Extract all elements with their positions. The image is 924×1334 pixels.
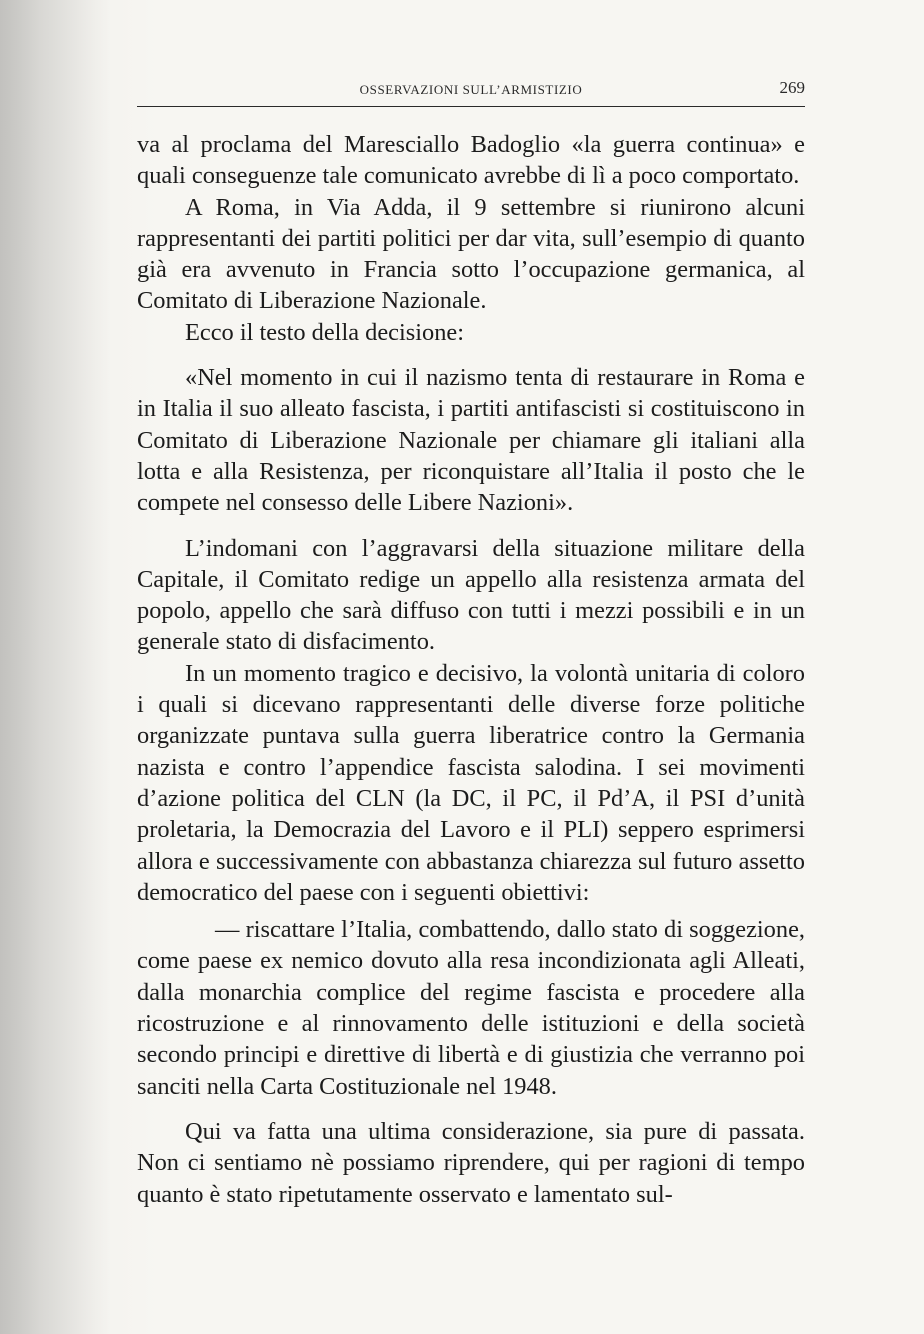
paragraph-roma: A Roma, in Via Adda, il 9 settembre si riunirono alcuni rappresentanti dei partiti politici per dar vita, sull’esempio di quanto già era avvenuto in Francia sotto l’occupazione germanica, al Comitato di Liberazione Nazionale.: [137, 193, 805, 315]
list-item-obiettivo: — riscattare l’Italia, combattendo, dallo stato di soggezione, come paese ex nemico dovuto alla resa incondizionata agli Alleati, dalla monarchia complice del regime fascista e procedere alla ricostruzione e al rinnovamento delle istituzioni e della società secondo principi e direttive di libertà e di giustizia che verranno poi sanciti nella Carta Costituzionale nel 1948.: [137, 916, 805, 1100]
page-number: 269: [779, 78, 805, 97]
paragraph-momento-tragico: In un momento tragico e decisivo, la volontà unitaria di coloro i quali si dicevano rappresentanti delle diverse forze politiche organizzate puntava sulla guerra liberatrice contro la Germania nazista e contro l’appendice fascista salodina. I sei movimenti d’azione politica del CLN (la DC, il PC, il Pd’A, il PSI d’unità proletaria, la Democrazia del Lavoro e il PLI) seppero esprimersi allora e successivamente con abbastanza chiarezza sul futuro assetto democratico del paese con i seguenti obiettivi:: [137, 659, 805, 906]
block-quote-cln: «Nel momento in cui il nazismo tenta di restaurare in Roma e in Italia il suo alleato fascista, i partiti antifascisti si costituiscono in Comitato di Liberazione Nazionale per chiamare gli italiani alla lotta e alla Resistenza, per riconquistare all’Italia il posto che le compete nel consesso delle Libere Nazioni».: [137, 364, 805, 517]
running-head: [137, 78, 805, 107]
gutter-shadow: [0, 0, 110, 1334]
paragraph-indomani: L’indomani con l’aggravarsi della situazione militare della Capitale, il Comitato redige un appello alla resistenza armata del popolo, appello che sarà diffuso con tutti i mezzi possibili e in un generale stato di disfacimento.: [137, 534, 805, 656]
running-title: OSSERVAZIONI SULL’ARMISTIZIO: [359, 82, 583, 97]
paragraph-continuation: va al proclama del Maresciallo Badoglio «la guerra continua» e quali conseguenze tale comunicato avrebbe di lì a poco comportato.: [137, 131, 805, 190]
paragraph-decision-intro: Ecco il testo della decisione:: [185, 318, 465, 346]
paragraph-considerazione: Qui va fatta una ultima considerazione, sia pure di passata. Non ci sentiamo nè possiamo riprendere, qui per ragioni di tempo quanto è stato ripetutamente osservato e lamentato sul-: [137, 1117, 805, 1208]
body-text: [137, 129, 805, 1210]
